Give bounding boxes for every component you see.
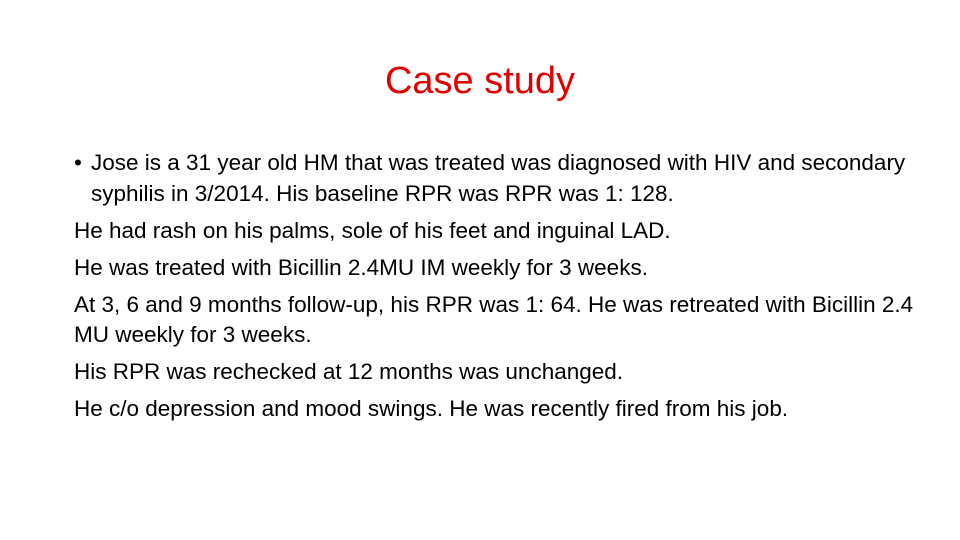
bullet-icon: •: [74, 150, 82, 175]
slide-title: Case study: [384, 60, 576, 102]
paragraph-1: [74, 148, 914, 209]
paragraph-5: His RPR was rechecked at 12 months was unchanged.: [74, 359, 624, 384]
paragraph-1-text: Jose is a 31 year old HM that was treated was diagnosed with HIV and secondary syphilis in 3/2014. His baseline RPR was RPR was 1: 128.: [91, 150, 906, 206]
paragraph-2: He had rash on his palms, sole of his feet and inguinal LAD.: [74, 217, 671, 243]
slide-body: [74, 148, 914, 431]
paragraph-6: He c/o depression and mood swings. He was recently fired from his job.: [74, 396, 789, 421]
paragraph-4: At 3, 6 and 9 months follow-up, his RPR was 1: 64. He was retreated with Bicillin 2.4 MU weekly for 3 weeks.: [74, 291, 914, 347]
paragraph-3: He was treated with Bicillin 2.4MU IM weekly for 3 weeks.: [74, 254, 648, 280]
